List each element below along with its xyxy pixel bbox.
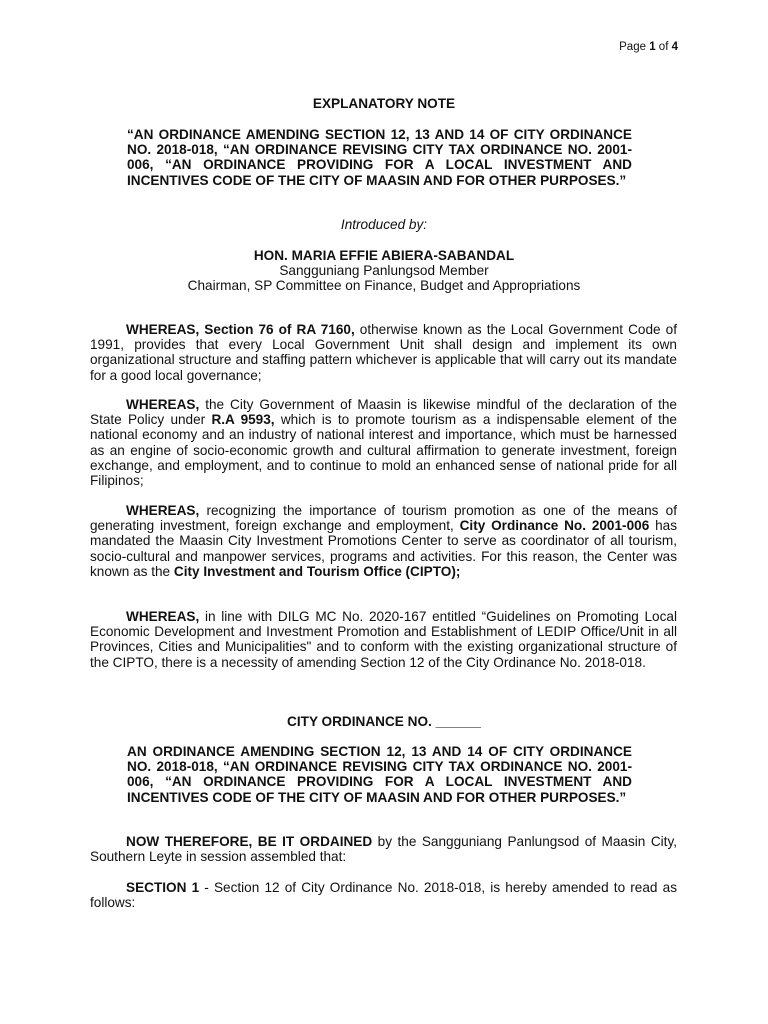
page-number	[619, 40, 678, 55]
author-committee: Chairman, SP Committee on Finance, Budget and Appropriations	[187, 278, 581, 294]
introduced-by: Introduced by:	[340, 217, 428, 232]
whereas2-bold2: R.A 9593,	[211, 412, 275, 428]
author-block	[0, 248, 768, 294]
author-role: Sangguniang Panlungsod Member	[279, 263, 489, 279]
page-total: 4	[671, 41, 678, 53]
ordinance-title: “AN ORDINANCE AMENDING SECTION 12, 13 AND 14 OF CITY ORDINANCE NO. 2018-018, “AN ORDINANCE REVISING CITY TAX ORDINANCE NO. 2001-006, “AN ORDINANCE PROVIDING FOR A LOCAL INVESTMENT AND INCENTIVES CODE OF THE CITY OF MAASIN AND FOR OTHER PURPOSES.”	[127, 127, 632, 188]
whereas3-bold2: City Ordinance No. 2001-006	[459, 518, 650, 534]
whereas3-text1: recognizing the importance of tourism promotion as one of the means of generating investment, foreign exchange and employment,	[90, 503, 677, 534]
author-name: HON. MARIA EFFIE ABIERA-SABANDAL	[253, 248, 515, 263]
whereas2-bold1: WHEREAS,	[126, 397, 200, 412]
section1-bold: SECTION 1	[126, 880, 200, 895]
now-therefore-bold: NOW THEREFORE, BE IT ORDAINED	[126, 834, 373, 849]
whereas2-text1: the City Government of Maasin is likewise mindful of the declaration of the State Policy under	[90, 397, 677, 428]
whereas4-bold: WHEREAS,	[126, 609, 200, 624]
whereas3-text2: has mandated the Maasin City Investment Promotions Center to serve as coordinator of all tourism, socio-cultural and manpower services, programs and activities. For this reason, the Center was known as the	[90, 518, 677, 579]
whereas2-text2: which is to promote tourism as a indispensable element of the national economy and an industry of national interest and importance, which must be harnessed as an engine of socio-economic growth and cultural affirmation to generate investment, foreign exchange, and employment, and to continue to mold an enhanced sense of national pride for all Filipinos;	[90, 412, 677, 489]
now-therefore-paragraph	[90, 834, 677, 864]
now-therefore-text: by the Sangguniang Panlungsod of Maasin City, Southern Leyte in session assembled that:	[90, 834, 678, 865]
page-label: Page	[619, 41, 646, 53]
whereas-paragraph-3	[90, 503, 677, 579]
ordinance-title-2: AN ORDINANCE AMENDING SECTION 12, 13 AND 14 OF CITY ORDINANCE NO. 2018-018, “AN ORDINANCE REVISING CITY TAX ORDINANCE NO. 2001-006, “AN ORDINANCE PROVIDING FOR A LOCAL INVESTMENT AND INCENTIVES CODE OF THE CITY OF MAASIN AND FOR OTHER PURPOSES.”	[127, 744, 632, 805]
whereas1-text: otherwise known as the Local Government Code of 1991, provides that every Local Government Unit shall design and implement its own organizational structure and staffing pattern whichever is applicable that will carry out its mandate for a good local governance;	[90, 322, 677, 383]
document-title: EXPLANATORY NOTE	[312, 96, 456, 111]
city-ordinance-heading: CITY ORDINANCE NO. ______	[287, 714, 481, 729]
whereas4-text: in line with DILG MC No. 2020-167 entitled “Guidelines on Promoting Local Economic Development and Investment Promotion and Establishment of LEDIP Office/Unit in all Provinces, Cities and Municipalities" and to conform with the existing organizational structure of the CIPTO, there is a necessity of amending Section 12 of the City Ordinance No. 2018-018.	[90, 609, 677, 670]
whereas-paragraph-1	[90, 322, 677, 383]
whereas3-bold1: WHEREAS,	[126, 503, 200, 518]
whereas-paragraph-4	[90, 609, 677, 670]
whereas3-bold3: City Investment and Tourism Office (CIPTO);	[173, 563, 461, 579]
section1-text: - Section 12 of City Ordinance No. 2018-018, is hereby amended to read as follows:	[90, 880, 677, 911]
whereas1-bold: WHEREAS, Section 76 of RA 7160,	[126, 322, 355, 337]
whereas-paragraph-2	[90, 397, 677, 488]
page-current: 1	[649, 41, 656, 53]
page-of: of	[658, 41, 669, 53]
section-1-paragraph	[90, 880, 677, 910]
